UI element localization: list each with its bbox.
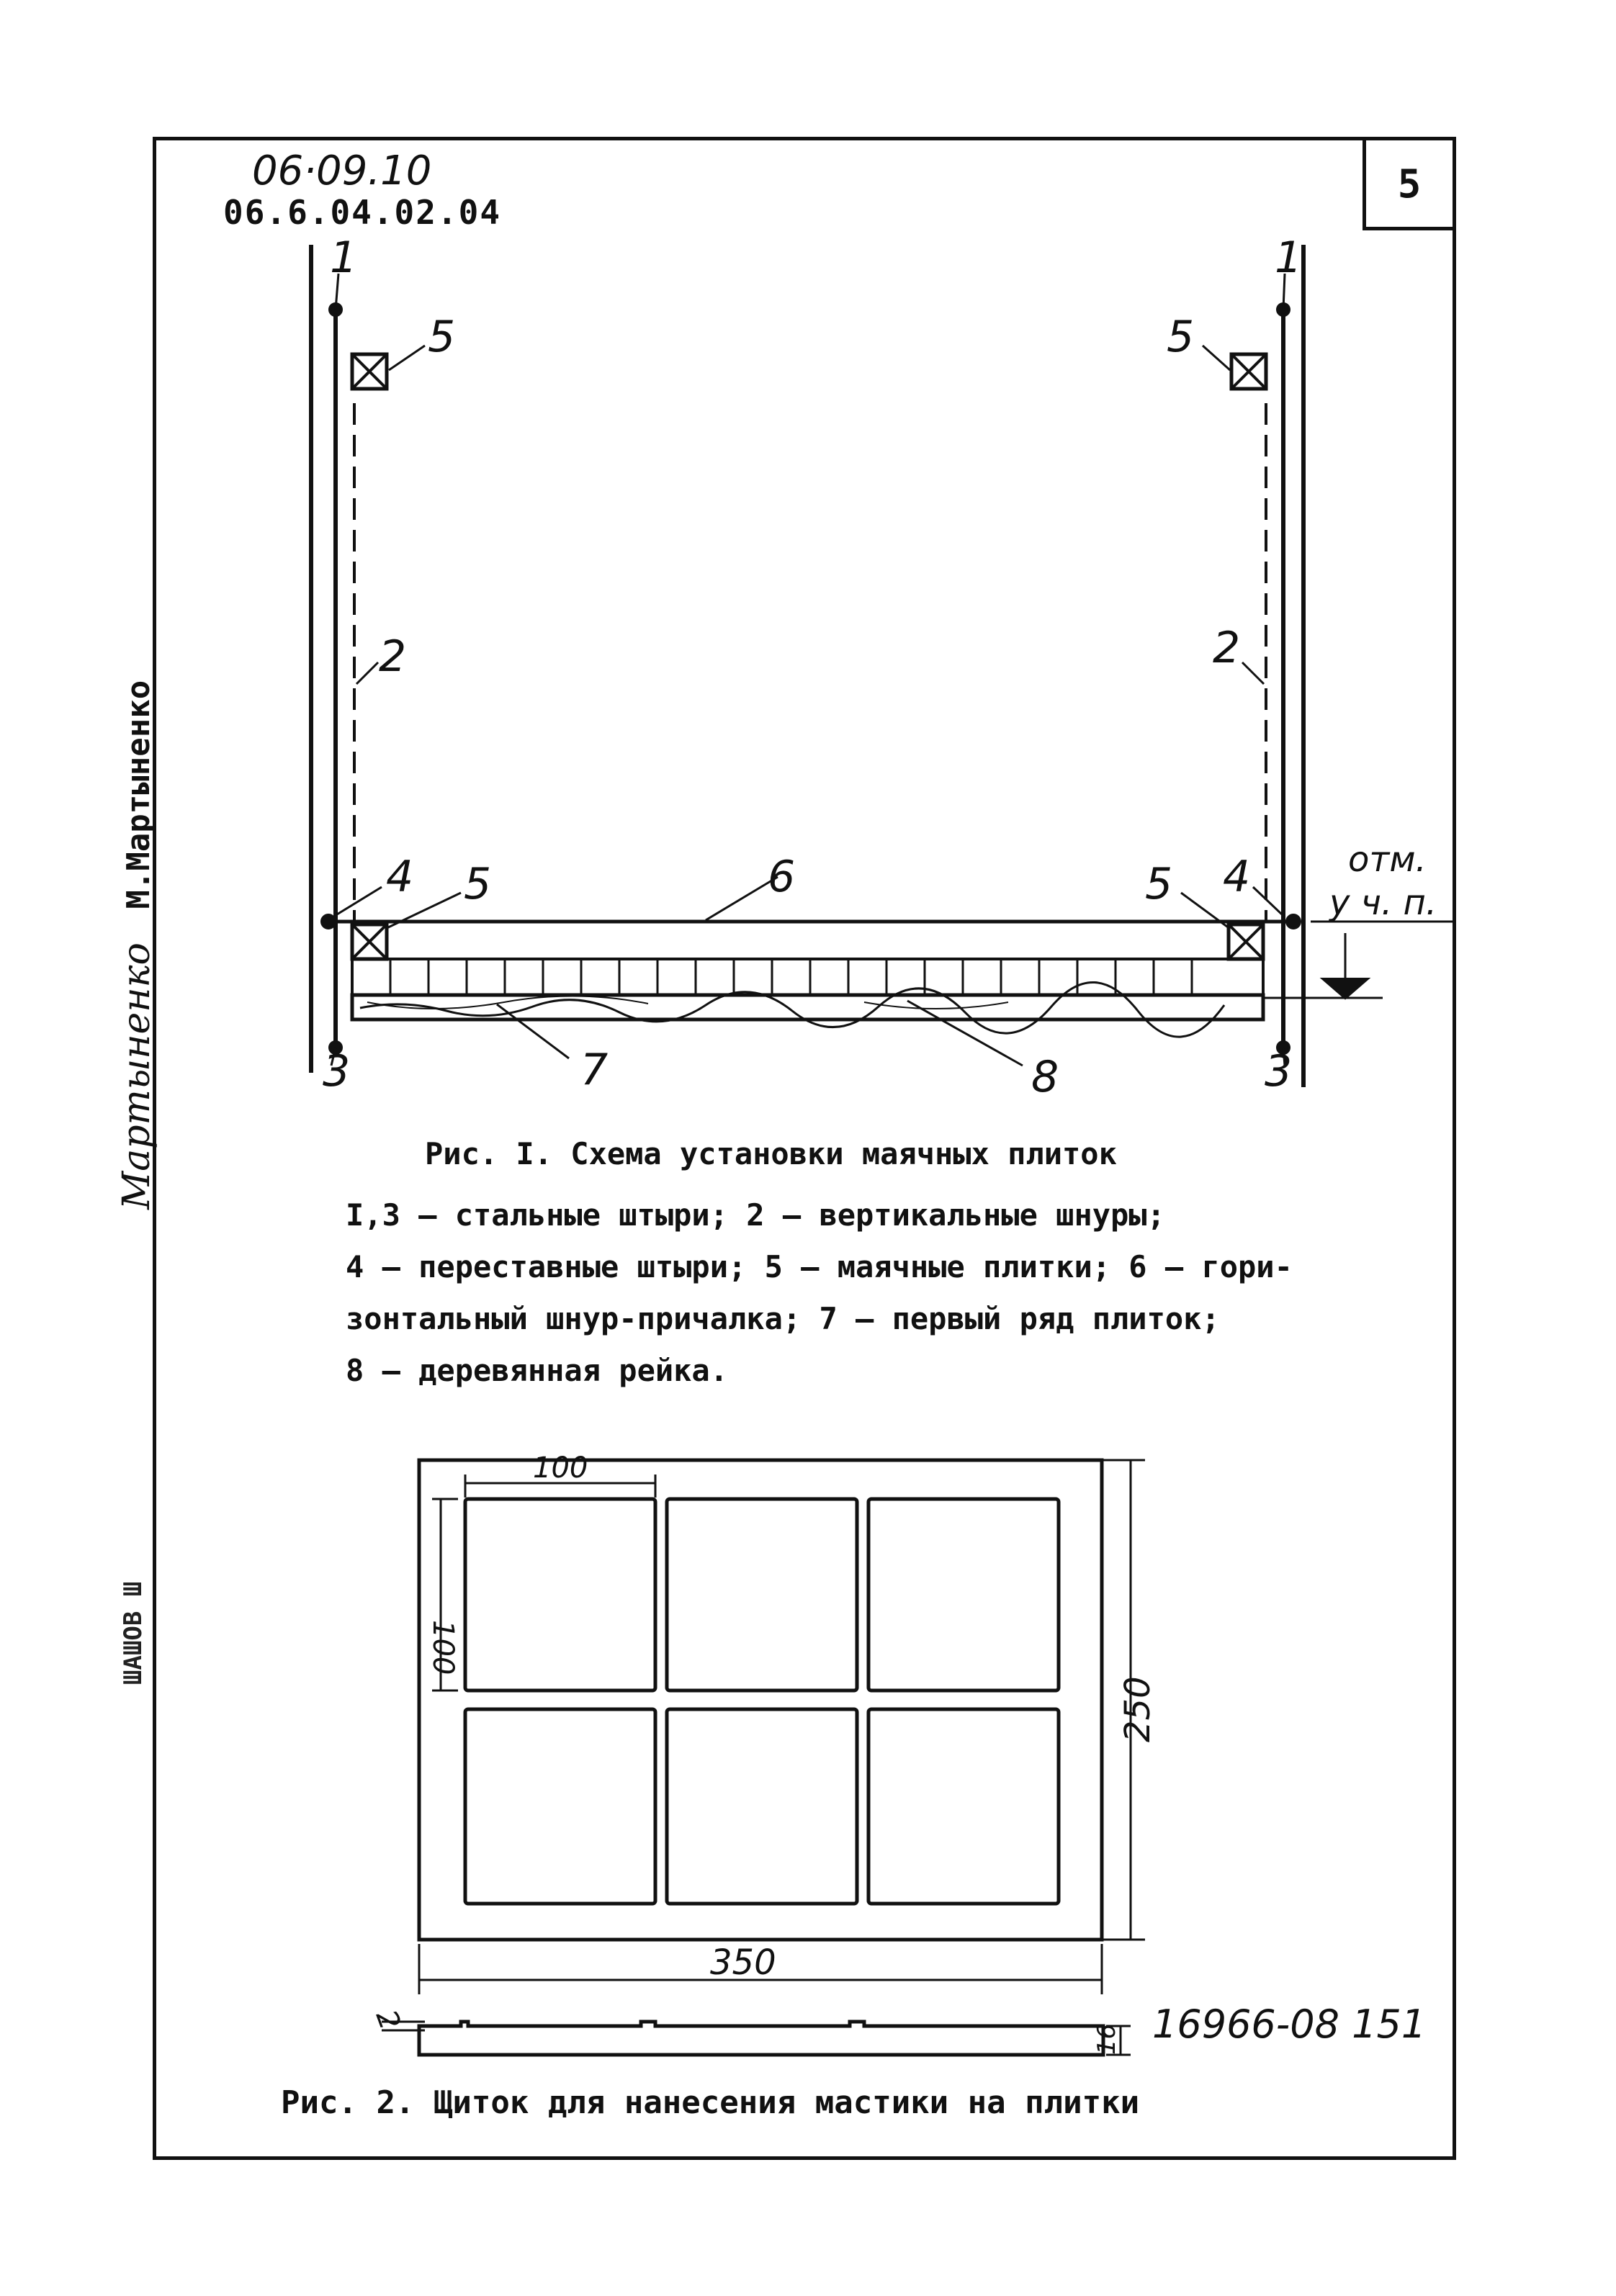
callout-5-bottom-left: 5 (464, 859, 492, 909)
first-tile-row (352, 959, 1263, 995)
spatula-cell (868, 1709, 1059, 1904)
document-code: 06.6.04.02.04 (223, 193, 502, 232)
callout-8: 8 (1031, 1052, 1059, 1102)
figure1-legend (346, 1189, 1426, 1397)
figure1-caption: Рис. I. Схема установки маячных плиток (425, 1136, 1117, 1171)
spatula-cell (667, 1709, 857, 1904)
callout-1-left: 1 (330, 233, 358, 283)
figure1-labels (323, 233, 1437, 1102)
spatula-side-profile (419, 2022, 1103, 2055)
sheet-number: 5 (1363, 137, 1456, 230)
margin-lower-mark: ШАШОВ Ш (119, 1581, 148, 1685)
spatula-cell (667, 1499, 857, 1691)
callout-6: 6 (768, 852, 796, 902)
callout-2-right: 2 (1213, 623, 1241, 673)
spatula-cell (465, 1499, 655, 1691)
callout-5-top-left: 5 (428, 312, 456, 362)
figure1-schematic (311, 245, 1455, 1087)
level-mark-line1: отм. (1348, 839, 1427, 880)
level-arrow-head (1324, 979, 1367, 998)
legend-line: 8 – деревянная рейка. (346, 1353, 729, 1388)
inventory-stamp: 16966-08 151 (1152, 2002, 1427, 2047)
movable-pin-left (322, 915, 335, 928)
dim-thickness: 16 (1092, 2023, 1121, 2055)
dim-cell-width: 100 (533, 1451, 588, 1485)
legend-line: I,3 – стальные штыри; 2 – вертикальные шнуры; (346, 1197, 1165, 1233)
callout-4-right: 4 (1223, 852, 1251, 902)
handwritten-signature: Мартыненко (115, 942, 158, 1210)
dim-total-width: 350 (710, 1942, 776, 1983)
dim-groove: 2 (369, 2005, 407, 2035)
leader-lines (331, 274, 1285, 1066)
legend-line: 4 – переставные штыри; 5 – маячные плитки; 6 – гори- (346, 1249, 1293, 1284)
dimension-lines (419, 1460, 1145, 1994)
callout-3-left: 3 (323, 1046, 351, 1097)
callout-3-right: 3 (1265, 1046, 1293, 1097)
figure2-labels (369, 1451, 1158, 2055)
callout-4-left: 4 (386, 852, 414, 902)
callout-5-bottom-right: 5 (1145, 859, 1173, 909)
signatory-name: М.Мартыненко (120, 680, 157, 909)
legend-line: зонтальный шнур-причалка; 7 – первый ряд плиток; (346, 1301, 1220, 1336)
dim-cell-height: 100 (426, 1620, 459, 1675)
callout-7: 7 (580, 1045, 609, 1095)
spatula-cell (868, 1499, 1059, 1691)
callout-5-top-right: 5 (1167, 312, 1195, 362)
callout-1-right: 1 (1275, 233, 1303, 283)
level-mark-line2: у ч. п. (1329, 883, 1437, 923)
handwritten-code: 06·09.10 (252, 148, 432, 194)
figure2-caption: Рис. 2. Щиток для нанесения мастики на плитки (281, 2084, 1140, 2121)
wood-grain (360, 982, 1224, 1037)
spatula-cell (465, 1709, 655, 1904)
callout-2-left: 2 (379, 631, 407, 682)
spatula-outline (419, 1460, 1102, 1940)
dim-total-height: 250 (1118, 1676, 1158, 1742)
movable-pin-right (1287, 915, 1300, 928)
